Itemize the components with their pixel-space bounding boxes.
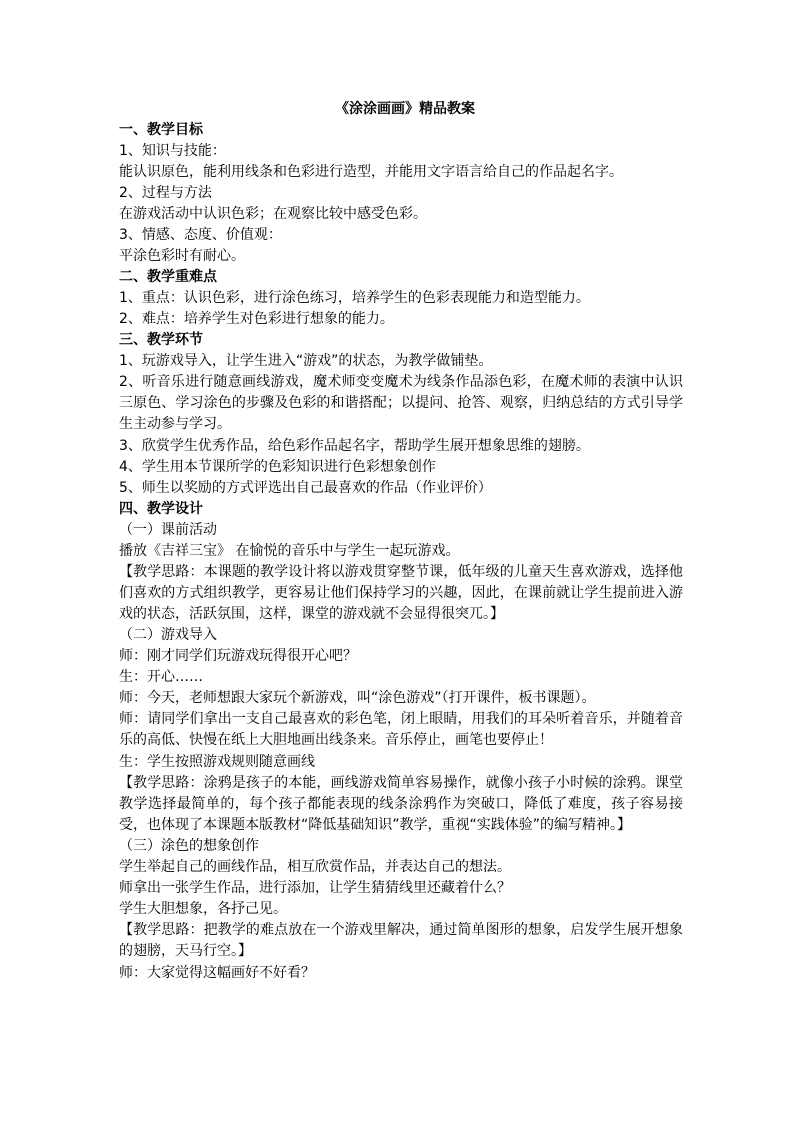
text-line: 学生大胆想象，各抒己见。 — [119, 901, 287, 918]
text-line: 师：今天，老师想跟大家玩个新游戏，叫“涂色游戏”（打开课件，板书课题）。 — [119, 690, 596, 707]
text-line: 4、学生用本节课所学的色彩知识进行色彩想象创作 — [119, 458, 436, 475]
text-line: 1、玩游戏导入，让学生进入“游戏”的状态，为教学做铺垫。 — [119, 353, 493, 369]
text-line: 1、知识与技能： — [119, 143, 226, 159]
text-line: （一）课前活动 — [119, 521, 217, 538]
text-line: 3、情感、态度、价值观： — [119, 227, 282, 243]
paragraph: 【教学思路：涂鸦是孩子的本能，画线游戏简单容易操作，就像小孩子小时候的涂鸦。课堂教学选择最简单的，每个孩子都能表现的线条涂鸦作为突破口，降低了难度，孩子容易接受，也体现了本课题本版教材“降低基础知识”教学，重视“实践体验”的编写精神。】 — [119, 774, 683, 834]
text-line: 平涂色彩时有耐心。 — [119, 248, 245, 264]
text-line: 师：大家觉得这幅画好不好看？ — [119, 964, 315, 981]
text-line: 3、欣赏学生优秀作品，给色彩作品起名字，帮助学生展开想象思维的翅膀。 — [119, 437, 590, 454]
text-line: 学生举起自己的画线作品，相互欣赏作品，并表达自己的想法。 — [119, 859, 511, 876]
paragraph: 2、听音乐进行随意画线游戏，魔术师变变魔术为线条作品添色彩，在魔术师的表演中认识三原色、学习涂色的步骤及色彩的和谐搭配；以提问、抢答、观察，归纳总结的方式引导学生主动参与学习。 — [119, 374, 683, 433]
section-heading: 三、教学环节 — [119, 332, 203, 348]
text-line: （三）涂色的想象创作 — [119, 838, 259, 855]
text-line: 2、难点：培养学生对色彩进行想象的能力。 — [119, 311, 394, 327]
text-line: 2、过程与方法 — [119, 185, 212, 201]
document-page — [119, 99, 683, 984]
text-line: 生：开心…… — [119, 669, 203, 686]
text-line: 能认识原色，能利用线条和色彩进行造型，并能用文字语言给自己的作品起名字。 — [119, 164, 623, 180]
text-line: 师拿出一张学生作品，进行添加，让学生猜猜线里还藏着什么？ — [119, 880, 511, 897]
paragraph: 【教学思路：本课题的教学设计将以游戏贯穿整节课，低年级的儿童天生喜欢游戏，选择他们喜欢的方式组织教学，更容易让他们保持学习的兴趣，因此，在课前就让学生提前进入游戏的状态，活跃氛围，这样，课堂的游戏就不会显得很突兀。】 — [119, 563, 683, 623]
section-heading: 二、教学重难点 — [119, 269, 217, 285]
text-line: 5、师生以奖励的方式评选出自己最喜欢的作品（作业评价） — [119, 479, 492, 496]
paragraph: 【教学思路：把教学的难点放在一个游戏里解决，通过简单图形的想象，启发学生展开想象的翅膀，天马行空。】 — [119, 922, 683, 960]
document-body — [119, 120, 683, 984]
text-line: 生：学生按照游戏规则随意画线 — [119, 753, 315, 770]
paragraph: 师：请同学们拿出一支自己最喜欢的彩色笔，闭上眼睛，用我们的耳朵听着音乐，并随着音乐的高低、快慢在纸上大胆地画出线条来。音乐停止，画笔也要停止！ — [119, 711, 683, 749]
document-title: 《涂涂画画》精品教案 — [335, 101, 475, 117]
text-line: 1、重点：认识色彩，进行涂色练习，培养学生的色彩表现能力和造型能力。 — [119, 290, 590, 306]
section-heading: 一、教学目标 — [119, 122, 203, 138]
section-heading: 四、教学设计 — [119, 500, 203, 517]
text-line: 师：刚才同学们玩游戏玩得很开心吧？ — [119, 648, 357, 665]
text-line: （二）游戏导入 — [119, 627, 217, 644]
text-line: 播放《吉祥三宝》 在愉悦的音乐中与学生一起玩游戏。 — [119, 542, 460, 559]
text-line: 在游戏活动中认识色彩；在观察比较中感受色彩。 — [119, 206, 427, 222]
